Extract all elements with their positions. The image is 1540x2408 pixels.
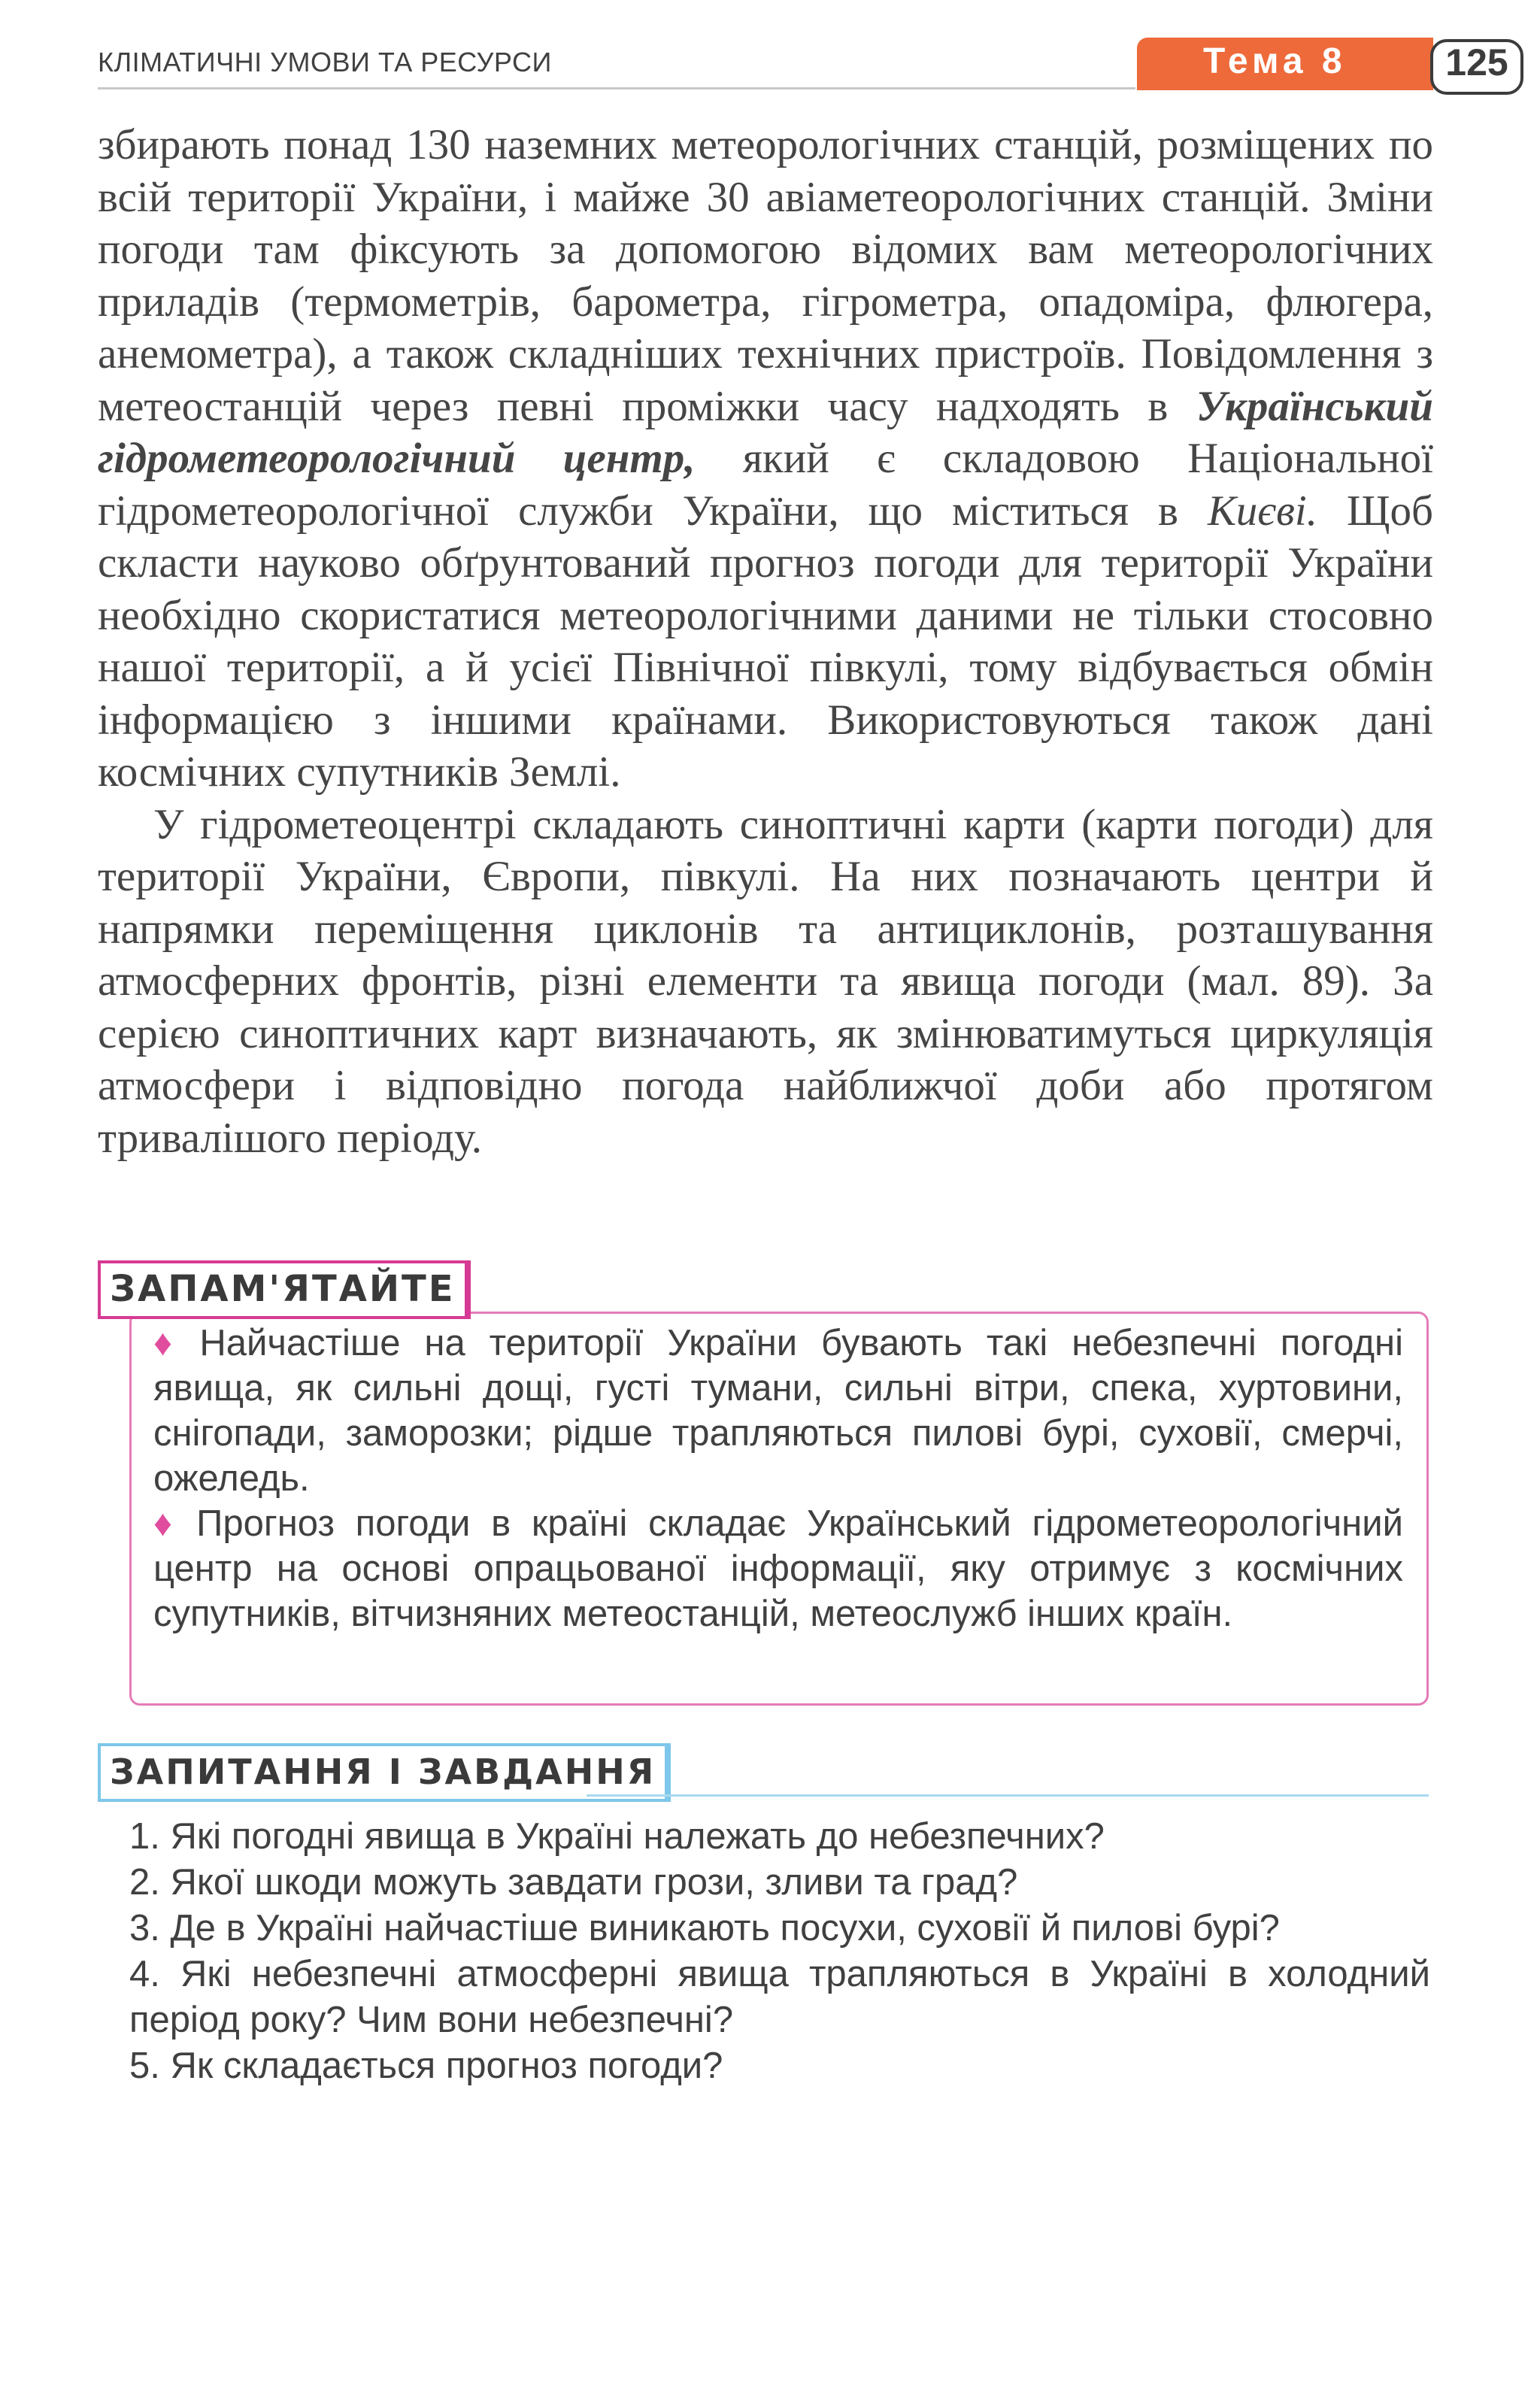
questions-list: [129, 1814, 1430, 2089]
emphasis-hydromet-center: Український гідрометеорологічний центр,: [98, 382, 1433, 482]
question-item: 3. Де в Україні найчастіше виникають посухи, суховії й пилові бурі?: [129, 1908, 1280, 1949]
question-item: 4. Які небезпечні атмосферні явища трапляються в Україні в холодний період року? Чим вони небезпечні?: [129, 1954, 1430, 2040]
paragraph-1-text-a: збирають понад 130 наземних метеорологічних станцій, розміщених по всій території України, і майже 30 авіаметеорологічних станцій. Зміни погоди там фіксують за допомогою відомих вам метеорологічних приладів (термометрів, барометра, гігрометра, опадоміра, флюгера, анемометра), а також складніших технічних пристроїв. Повідомлення з метеостанцій через певні проміжки часу надходять в: [98, 121, 1433, 430]
remember-item-text: Прогноз погоди в країні складає Український гідрометеорологічний центр на основі опрацьованої інформації, яку отримує з космічних супутників, вітчизняних метеостанцій, метеослужб інших країн.: [153, 1503, 1403, 1634]
question-item: 1. Які погодні явища в Україні належать до небезпечних?: [129, 1816, 1105, 1857]
page-header: [0, 0, 1540, 98]
question-item: 5. Як складається прогноз погоди?: [129, 2046, 723, 2086]
questions-divider: [587, 1794, 1429, 1797]
remember-content: [153, 1321, 1403, 1636]
theme-label: Тема 8: [1203, 41, 1347, 81]
paragraph-2: У гідрометеоцентрі складають синоптичні карти (карти погоди) для території України, Європи, півкулі. На них позначають центри й напрямки переміщення циклонів та антициклонів, розташування атмосферних фронтів, різні елементи та явища погоди (мал. 89). За серією синоптичних карт визначають, як змінюватимуться циркуляція атмосфери і відповідно погода найближчої доби або протягом тривалішого періоду.: [98, 800, 1433, 1162]
page-number: 125: [1445, 41, 1508, 83]
paragraph-1-text-c: який є складовою Національної гідрометеорологічної служби України, що міститься в: [98, 435, 1433, 535]
remember-item: [153, 1321, 1403, 1501]
diamond-bullet-icon: ♦: [153, 1503, 183, 1544]
header-divider: [98, 87, 1135, 89]
questions-heading: ЗАПИТАННЯ І ЗАВДАННЯ: [98, 1743, 671, 1802]
main-text: [98, 119, 1433, 1164]
emphasis-kyiv: Києві.: [1207, 487, 1317, 535]
paragraph-1-text-e: Щоб скласти науково обґрунтований прогноз погоди для території України необхідно скористатися метеорологічними даними не тільки стосовно нашої території, а й усієї Північної півкулі, тому відбувається обмін інформацією з іншими країнами. Використовуються також дані космічних супутників Землі.: [98, 487, 1433, 796]
remember-item-text: Найчастіше на території України бувають такі небезпечні погодні явища, як сильні дощі, густі тумани, сильні вітри, спека, хуртовини, снігопади, заморозки; рідше трапляються пилові бурі, суховії, смерчі, ожеледь.: [153, 1323, 1403, 1499]
paragraph-1: [98, 119, 1433, 799]
remember-item: [153, 1501, 1403, 1636]
section-title: КЛІМАТИЧНІ УМОВИ ТА РЕСУРСИ: [98, 47, 552, 77]
question-item: 2. Якої шкоди можуть завдати грози, зливи та град?: [129, 1862, 1018, 1903]
remember-heading: ЗАПАМ'ЯТАЙТЕ: [98, 1260, 471, 1319]
diamond-bullet-icon: ♦: [153, 1323, 186, 1363]
